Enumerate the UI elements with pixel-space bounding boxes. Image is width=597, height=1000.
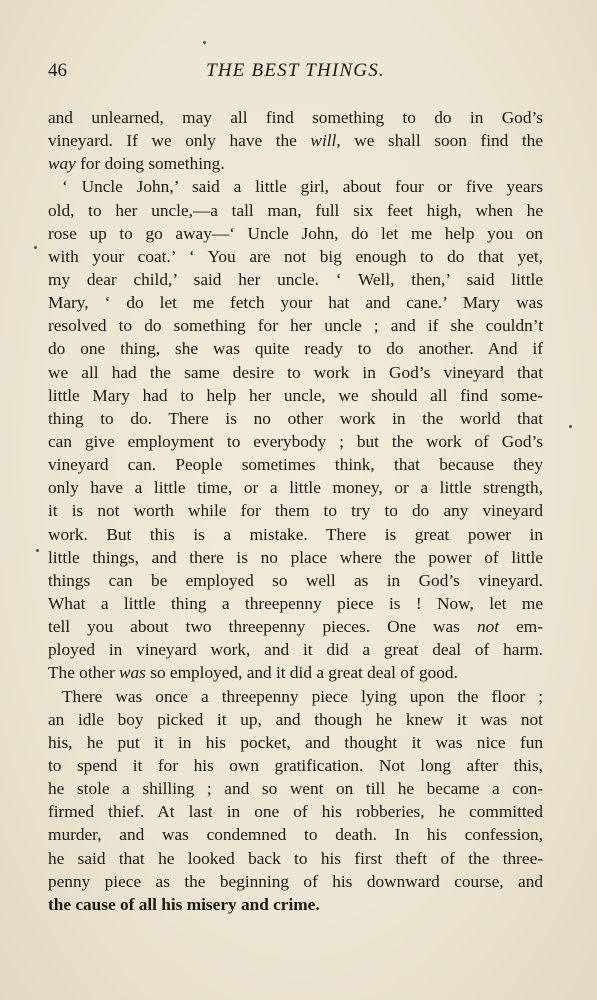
text-line: murder, and was condemned to death. In his confession, — [48, 825, 543, 845]
text-line: with your coat.’ ‘ You are not big enough to do that yet, — [48, 246, 543, 266]
text-line: The other was so employed, and it did a great deal of good. — [48, 663, 458, 683]
text-line: to spend it for his own gratification. Not long after this, — [48, 755, 543, 775]
running-head: THE BEST THINGS. — [206, 60, 385, 81]
text-line: the cause of all his misery and crime. — [48, 894, 320, 914]
text-line: tell you about two threepenny pieces. One was not em- — [48, 617, 544, 637]
text-line: vineyard. If we only have the will, we shall soon find the — [48, 131, 543, 151]
text-line: There was once a threepenny piece lying upon the floor ; — [62, 686, 543, 706]
text-line: thing to do. There is no other work in the world that — [48, 408, 543, 428]
text-line: ployed in vineyard work, and it did a great deal of harm. — [48, 640, 543, 660]
print-speck — [34, 246, 37, 249]
text-line: my dear child,’ said her uncle. ‘ Well, then,’ said little — [48, 269, 543, 289]
text-line: little Mary had to help her uncle, we should all find some- — [48, 385, 543, 405]
text-line: only have a little time, or a little money, or a little strength, — [48, 478, 543, 498]
body-text — [48, 106, 543, 916]
text-line: do one thing, she was quite ready to do another. And if — [48, 339, 543, 359]
text-line: an idle boy picked it up, and though he knew it was not — [48, 709, 543, 729]
print-speck — [203, 41, 206, 44]
text-line: firmed thief. At last in one of his robberies, he committed — [48, 802, 543, 822]
text-line: it is not worth while for them to try to do any vineyard — [48, 501, 543, 521]
print-speck — [36, 549, 39, 552]
text-line: resolved to do something for her uncle ; and if she couldn’t — [48, 316, 543, 336]
paragraph — [48, 685, 543, 916]
text-line: little things, and there is no place where the power of little — [48, 547, 543, 567]
paragraph — [48, 106, 543, 175]
text-line: ‘ Uncle John,’ said a little girl, about four or five years — [62, 177, 543, 197]
text-line: penny piece as the beginning of his downward course, and — [48, 871, 543, 891]
text-line: he stole a shilling ; and so went on till he became a con- — [48, 779, 543, 799]
text-line: his, he put it in his pocket, and thought it was nice fun — [48, 732, 543, 752]
paragraph — [48, 175, 543, 684]
text-line: we all had the same desire to work in God’s vineyard that — [48, 362, 543, 382]
text-line: What a little thing a threepenny piece is ! Now, let me — [48, 593, 543, 613]
text-line: can give employment to everybody ; but the work of God’s — [48, 431, 543, 451]
text-line: and unlearned, may all find something to do in God’s — [48, 108, 543, 127]
text-line: way for doing something. — [48, 154, 225, 174]
text-line: work. But this is a mistake. There is great power in — [48, 524, 543, 544]
print-speck — [569, 425, 572, 428]
text-line: rose up to go away—‘ Uncle John, do let me help you on — [48, 223, 543, 243]
text-line: he said that he looked back to his first theft of the three- — [48, 848, 543, 868]
text-line: vineyard can. People sometimes think, that because they — [48, 455, 543, 475]
page-number: 46 — [48, 60, 67, 81]
text-line: Mary, ‘ do let me fetch your hat and cane.’ Mary was — [48, 293, 543, 313]
text-line: old, to her uncle,—a tall man, full six feet high, when he — [48, 200, 543, 220]
page-header — [48, 60, 543, 86]
text-line: things can be employed so well as in God’s vineyard. — [48, 570, 543, 590]
